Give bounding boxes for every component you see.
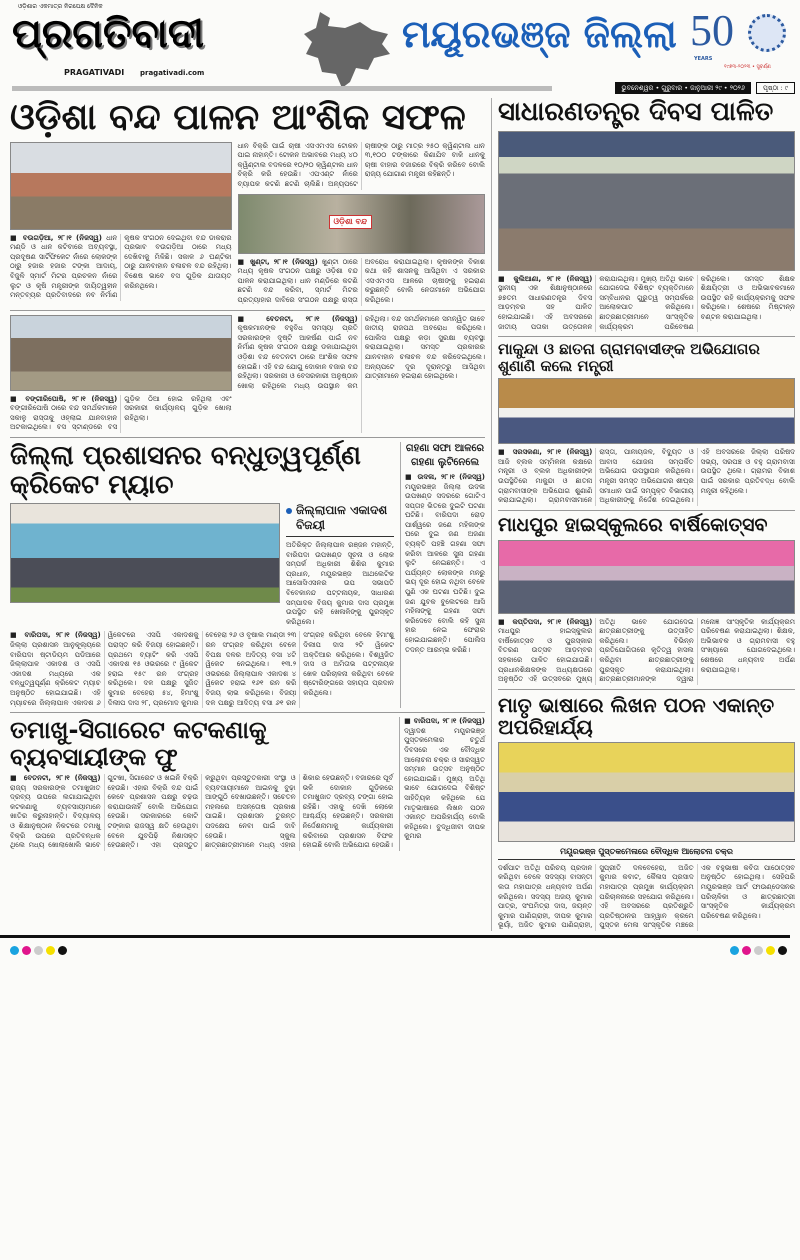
date-line: ଭୁବନେଶ୍ୱର • ଗୁରୁବାର • ଜାନୁଆରୀ ୨୯ • ୨୦୨୬ <box>615 82 751 94</box>
registration-marks-left <box>10 940 70 959</box>
box-title: ଜିଲ୍ଲାପାଳ ଏକାଦଶ ବିଜୟୀ <box>296 503 388 533</box>
photo-protest-banner <box>238 194 485 254</box>
body-text: ମୟୂରଭଞ୍ଜ ଜିଲ୍ଲା ଉଦଳା ଉପଖଣ୍ଡ ସଦରରେ ଗୋଟିଏ ସପ୍ତାହ ଭିତରେ ଦୁଇଟି ଘଟଣା ଘଟିଛି। ବାରିପଦା ରୋଡ଼ ପାର୍ଶ୍ୱରେ ଜଣେ ମହିଳାଙ୍କ ଘରେ ଦୁଇ ଜଣ ଅଜଣା ବ୍ୟକ୍ତି ପହଞ୍ଚି ଗହଣା ସଫା କରିବା ଆଳରେ ସୁନା ଗହଣା ଲୁଟି ନେଇଛନ୍ତି। ଏ ପର୍ଯ୍ୟନ୍ତ ଲୋକଙ୍କ ମନରୁ ଭୟ ଦୂର ହୋଇ ନଥିବା ବେଳେ ପୁଣି ଏକ ଘଟଣା ଘଟିଛି। ଦୁଇ ଜଣ ଯୁବକ ବୁଲେଟରେ ଆସି ମହିଳାଙ୍କୁ ଗହଣା ସଫା କରିଦେବେ ବୋଲି କହି ସୁନା ହାର ନେଇ ଫେରାର ହୋଇଯାଇଛନ୍ତି। ପୋଲିସ ତଦନ୍ତ ଆରମ୍ଭ କରିଛି। <box>405 482 485 654</box>
black-dot-icon <box>58 946 67 955</box>
article-body <box>10 234 232 301</box>
dateline: ■ ବାରିପଦା, ୨୮।୧ (ନିଜସ୍ୱ) <box>404 717 485 726</box>
registration-marks-right <box>730 940 790 959</box>
date-bar <box>615 82 795 94</box>
article-body <box>10 631 394 708</box>
dateline: ■ ଖୁଣ୍ଟା, ୨୮।୧ (ନିଜସ୍ୱ) <box>237 257 318 266</box>
section-divider <box>498 336 795 337</box>
body-text: ସ୍ଥାନୀୟ ଏକ ଶିକ୍ଷାନୁଷ୍ଠାନରେ ୭୭ତମ ସାଧାରଣତନ୍ତ୍ର ଦିବସ ଆଡ଼ମ୍ବର ସହ ପାଳିତ ହୋଇଯାଇଛି। ଏହି ଅବସରରେ ଜାତୀୟ ପତାକା ଉତ୍ତୋଳନ କରାଯାଇଥିଲା। ମୁଖ୍ୟ ଅତିଥି ଭାବେ ଯୋଗଦେଇ ବିଶିଷ୍ଟ ବ୍ୟକ୍ତିମାନେ ସମ୍ବିଧାନର ଗୁରୁତ୍ୱ ସମ୍ପର୍କରେ ଆଲୋକପାତ କରିଥିଲେ। ଛାତ୍ରଛାତ୍ରୀମାନେ ସାଂସ୍କୃତିକ କାର୍ଯ୍ୟକ୍ରମ ପରିବେଷଣ କରିଥିଲେ। ସମସ୍ତ ଶିକ୍ଷକ ଶିକ୍ଷୟିତ୍ରୀ ଓ ଅଭିଭାବକମାନେ ଉପସ୍ଥିତ ରହି କାର୍ଯ୍ୟକ୍ରମକୁ ସଫଳ କରିଥିଲେ। ଶେଷରେ ମିଷ୍ଟାନ୍ନ ବଣ୍ଟନ କରାଯାଇଥିଲା। <box>498 274 795 331</box>
article-body <box>238 142 485 190</box>
dateline: ■ ବଙ୍ଗୀରିପୋଷି, ୨୮।୧ (ନିଜସ୍ୱ) <box>10 394 118 403</box>
headline-bandh: ଓଡ଼ିଶା ବନ୍ଦ ପାଳନ ଆଂଶିକ ସଫଳ <box>10 97 466 138</box>
article-body <box>286 541 394 627</box>
headline-madhapur: ମାଧପୁର ହାଇସ୍କୁଲରେ ବାର୍ଷିକୋତ୍ସବ <box>498 513 768 536</box>
headline-republic-day: ସାଧାରଣତନ୍ତ୍ର ଦିବସ ପାଳିତ <box>498 97 774 127</box>
body-text: ଧାନ ବିକ୍ରି ପାଇଁ ଚାଷୀ ଏସଏମଏସ ଟୋକନ ପାଇ ନାହାନ୍ତି। ଟୋକନ ଅଭାବରେ ମଧ୍ୟ ୪୦ କ୍ୱିଣ୍ଟାଲ ବଦଳରେ ୧୦/୨୦ କ୍ୱିଣ୍ଟାଲ ଧାନ ବିକ୍ରି କରି ହେଉଛି। ଏପଏଣ୍ଟ ନାଁରେ ବ୍ୟାପକ କଟଣି ଛଟଣି ଚାଲିଛି। ଅନ୍ୟପଟେ ଚାଷୀଙ୍କ ଠାରୁ ମାତ୍ର ୨୫୦ କ୍ୱିଣ୍ଟାଲ ଧାନ ୩,୧୦୦ ଟଙ୍କାରେ କିଣାଯିବ ବାକି ଧାନକୁ ଚାଷୀ ବାହାର ବଜାରରେ ବିକ୍ରି କରିବେ ବୋଲି ରାଜ୍ୟ ଯୋଗାଣ ମନ୍ତ୍ରୀ କହିଛନ୍ତି। <box>237 141 485 188</box>
cyan-dot-icon <box>10 946 19 955</box>
body-text: ଦ୍ୱାଦଶ ମୟୂରଭଞ୍ଜ ପୁସ୍ତକମେଳାର ଚତୁର୍ଥ ଦିବସରେ ଏକ ବୌଦ୍ଧିକ ଆଲୋଚନା ଚକ୍ର ଓ ସାରସ୍ୱତ ସମ୍ମାନ ଉତ୍ସବ ଅନୁଷ୍ଠିତ ହୋଇଯାଇଛି। ମୁଖ୍ୟ ଅତିଥି ଭାବେ ଯୋଗଦେଇ ବିଶିଷ୍ଟ ସାହିତ୍ୟିକ କହିଥିଲେ ଯେ ମାତୃଭାଷାରେ ଲିଖନ ପଠନ ଏକାନ୍ତ ଅପରିହାର୍ଯ୍ୟ ବୋଲି କହିଥିଲେ। ବୁଦ୍ଧିଜୀବୀ ଦୀପକ କୁମାର <box>404 726 485 841</box>
article-bandh-2 <box>10 315 485 433</box>
photo-annual-function <box>498 540 795 614</box>
body-text: ମାଧପୁର ହାଇସ୍କୁଲର ବାର୍ଷିକୋତ୍ସବ ଓ ପୁରସ୍କାର ବିତରଣ ଉତ୍ସବ ଆଡ଼ମ୍ବର ସହକାରେ ପାଳିତ ହୋଇଯାଇଛି। ପ୍ରଧାନଶିକ୍ଷକଙ୍କ ଅଧ୍ୟକ୍ଷତାରେ ଅନୁଷ୍ଠିତ ଏହି ଉତ୍ସବରେ ମୁଖ୍ୟ ଅତିଥି ଭାବେ ଯୋଗଦେଇ ଛାତ୍ରଛାତ୍ରୀଙ୍କୁ ଉତ୍ସାହିତ କରିଥିଲେ। ବିଭିନ୍ନ ପ୍ରତିଯୋଗିତାରେ କୃତିତ୍ୱ ହାସଲ କରିଥିବା ଛାତ୍ରଛାତ୍ରୀଙ୍କୁ ପୁରସ୍କୃତ କରାଯାଇଥିଲା। ଛାତ୍ରଛାତ୍ରୀମାନଙ୍କ ଦ୍ୱାରା ମନୋଜ୍ଞ ସାଂସ୍କୃତିକ କାର୍ଯ୍ୟକ୍ରମ ପରିବେଷଣ କରାଯାଇଥିଲା। ଶିକ୍ଷକ, ଅଭିଭାବକ ଓ ଗ୍ରାମବାସୀ ବହୁ ସଂଖ୍ୟାରେ ଯୋଗଦେଇଥିଲେ। ଶେଷରେ ଧନ୍ୟବାଦ ଅର୍ପଣ କରାଯାଇଥିଲା। <box>498 617 795 684</box>
dateline: ■ ବେତନଟୀ, ୨୮।୧ (ନିଜସ୍ୱ) <box>10 773 101 782</box>
body-text: ଖୁଣ୍ଟା ଠାରେ ମଧ୍ୟ କୃଷକ ସଂଗଠନ ପକ୍ଷରୁ ଓଡ଼ିଶା ବନ୍ଦ ପାଳନ କରାଯାଇଥିଲା। ଧାନ ମଣ୍ଡିରେ କଟଣି ଛଟଣି ବନ୍ଦ କରିବା, ସ୍ମାର୍ଟ ମିଟର ପ୍ରତ୍ୟାହାର ଦାବିରେ ସଂଗଠନ ପକ୍ଷରୁ ରାସ୍ତା ଅବରୋଧ କରାଯାଇଥିଲା। କୃଷକଙ୍କ ବିକାଶ କଥା କହି ଶାସନକୁ ଆସିଥିବା ଏ ସରକାର ଏସଏମଏସ ଆଳରେ ଚାଷୀଙ୍କୁ ହଇରାଣ କରୁଛନ୍ତି ବୋଲି ନେତାମାନେ ଅଭିଯୋଗ କରିଥିଲେ। <box>237 257 485 304</box>
article-tobacco <box>10 717 393 851</box>
bullet-icon <box>286 508 292 514</box>
masthead <box>0 0 800 96</box>
headline-makunda: ମାକୁନ୍ଦା ଓ ଛାତନା ଗ୍ରାମବାସୀଙ୍କ ଅଭିଯୋଗର ଶୁଣାଣି କଲେ ମନ୍ତ୍ରୀ <box>498 340 760 375</box>
page-body <box>0 96 800 931</box>
anniversary-caption: ୧୯୭୩-୨୦୨୩ • ସୁବର୍ଣ୍ଣ <box>724 64 771 70</box>
article-republic-day <box>498 98 795 332</box>
photo-road-blockade <box>10 315 232 391</box>
body-text: ବଙ୍ଗୀରିପୋଷି ଠାରେ ବନ୍ଦ ସମର୍ଥକମାନେ ସକାଳୁ ରାସ୍ତାକୁ ଓହ୍ଲାଇ ଯାନବାହାନ ଅଟକାଇଥିଲେ। ବସ ସ୍ଟାଣ୍ଡରେ ବସ ଗୁଡ଼ିକ ଠିଆ ହୋଇ ରହିଥିଲା ଏବଂ ସରକାରୀ କାର୍ଯ୍ୟାଳୟ ଗୁଡ଼ିକ ଖୋଲା ରହିଥିଲା। <box>10 394 232 432</box>
article-body <box>10 774 393 851</box>
photo-book-fair-stage <box>498 742 795 842</box>
article-body <box>399 717 485 851</box>
seal-icon <box>748 14 786 52</box>
black-dot-icon <box>778 946 787 955</box>
right-column <box>492 98 795 931</box>
article-body <box>10 395 232 433</box>
headline-cricket: ଜିଲ୍ଲା ପ୍ରଶାସନର ବନ୍ଧୁତ୍ୱପୂର୍ଣ୍ଣ କ୍ରିକେଟ ମ୍ୟାଚ <box>10 440 361 500</box>
article-mother-tongue <box>498 694 795 931</box>
dateline: ■ ସରସକଣା, ୨୮।୧ (ନିଜସ୍ୱ) <box>498 448 593 457</box>
article-cricket <box>10 442 394 708</box>
article-body <box>498 448 795 506</box>
body-text: ୧୩.୨ ଓଭରରେ ଜିଲ୍ଲାପାଳ ଏକାଦଶ ୪ ୱିକେଟ ହରାଇ ୧୬୧ ରନ କରି ବିଜୟ ଲାଭ କରିଥିଲେ। ବିଜୟୀ ଦଳ ପକ୍ଷରୁ ଆଦିତ୍ୟ ବସା ୬୧ ରନ ସଂଗ୍ରହ କରିଥିବା ବେଳେ ହିମାଂଶୁ ଦିଲୀପ ଦାସ ୨ଟି ୱିକେଟ ଅକ୍ତିଆର କରିଥିଲେ। ବିଶ୍ୱଜିତ ଦାସ ଓ ଅମିତାଭ ପଟ୍ଟନାୟକ ଖେଳ ପରିଚାଳନା କରିଥିବା ବେଳେ ଷ୍ଟୋରିଙ୍ଗରେ ସହାୟତା ପ୍ରଦାନ କରିଥିଲେ। <box>205 631 394 707</box>
section-divider <box>10 437 485 438</box>
logo-english: PRAGATIVADI <box>64 68 125 77</box>
dateline: ■ ବାରିପଦା, ୨୮।୧ (ନିଜସ୍ୱ) <box>10 631 101 640</box>
body-text: ଆଜି ବ୍ଲକ ସମ୍ମିଳନୀ କକ୍ଷରେ ମନ୍ତ୍ରୀ ଓ ବ୍ଲକ ଅଧିକାରୀଙ୍କ ଉପସ୍ଥିତିରେ ମାକୁନ୍ଦା ଓ ଛାତନା ଗ୍ରାମବାସୀଙ୍କ ଅଭିଯୋଗ ଶୁଣାଣି କରାଯାଇଥିଲା। ଗ୍ରାମବାସୀମାନେ ରାସ୍ତା, ପାନୀୟଜଳ, ବିଦ୍ୟୁତ ଓ ଆବାସ ଯୋଜନା ସମ୍ପର୍କିତ ଅଭିଯୋଗ ଉପସ୍ଥାପନ କରିଥିଲେ। ମନ୍ତ୍ରୀ ସମସ୍ତ ଅଭିଯୋଗର ଶୀଘ୍ର ସମାଧାନ ପାଇଁ ସମ୍ପୃକ୍ତ ବିଭାଗୀୟ ଅଧିକାରୀଙ୍କୁ ନିର୍ଦ୍ଦେଶ ଦେଇଥିଲେ। ଏହି ଅବସରରେ ଜିଲ୍ଲା ପରିଷଦ ସଭ୍ୟ, ସରପଞ୍ଚ ଓ ବହୁ ଗ୍ରାମବାସୀ ଉପସ୍ଥିତ ଥିଲେ। ଗ୍ରାମର ବିକାଶ ପାଇଁ ସରକାର ପ୍ରତିବଦ୍ଧ ବୋଲି ମନ୍ତ୍ରୀ କହିଥିଲେ। <box>498 448 795 505</box>
body-text: କୃଷକମାନଙ୍କ ବହୁବିଧ ସମସ୍ୟା ପ୍ରତି ସରକାରଙ୍କ ଦୃଷ୍ଟି ଆକର୍ଷଣ ପାଇଁ ନବ ନିର୍ମାଣ କୃଷକ ସଂଗଠନ ପକ୍ଷରୁ ଡକାଯାଇଥିବା ଓଡ଼ିଶା ବନ୍ଦ ବେତନଟୀ ଠାରେ ଆଂଶିକ ସଫଳ ହୋଇଛି। ଏହି ବନ୍ଦ ଯୋଗୁ ଦୋକାନ ବଜାର ବନ୍ଦ ରହିଥିଲା। ସରକାରୀ ଓ ବେସରକାରୀ ଅନୁଷ୍ଠାନ ଖୋଲା ରହିଥିଲେ ମଧ୍ୟ ଉପସ୍ଥାନ କମ ରହିଥିଲା। ବନ୍ଦ ସମର୍ଥକମାନେ ସମନ୍ୱିତ ଭାବେ ଜାତୀୟ ରାଜପଥ ଅବରୋଧ କରିଥିଲେ। ପୋଲିସ ପକ୍ଷରୁ କଡ଼ା ସୁରକ୍ଷା ବ୍ୟବସ୍ଥା କରାଯାଇଥିଲା। ସମସ୍ତ ପ୍ରକାରର ଯାନବାହାନ ଚଳାଚଳ ବନ୍ଦ କରିଦେଇଥିଲେ। ଅନ୍ୟପଟେ ଦୂର ଦୂରାନ୍ତରୁ ଆସିଥିବା ଯାତ୍ରୀମାନେ ହଇରାଣ ହୋଇଥିଲେ। <box>237 314 485 390</box>
dateline: ■ ବଉଗଡ଼ିଆ, ୨୮।୧ (ନିଜସ୍ୱ) <box>10 233 102 242</box>
body-text: ଦର୍ଶପାଟ ଅତିଥି ପରିଚୟ ପ୍ରଦାନ କରିଥିବା ବେଳେ ସଦସ୍ୟା ବାସନ୍ତୀ ଲତା ମହାପାତ୍ର ଧନ୍ୟବାଦ ଅର୍ପଣ କରିଥିଲେ। ସଦସ୍ୟ ଅଜୟ କୁମାର ପାତ୍ର, ସଂଘମିତ୍ରା ଦାସ, ଜୟନ୍ତ କୁମାର ପାଣିଗ୍ରାହୀ, ଦୀପକ କୁମାର ଭୂୟାଁ, ଅଜିତ କୁମାର ପାଣିଗ୍ରାହୀ, ସୁପ୍ରୀତି ଦଳବେହେରା, ଅଜିତ କୁମାର କବାଟ, କୈଳାସ ପ୍ରସାଦ ମହାପାତ୍ର ପ୍ରମୁଖ କାର୍ଯ୍ୟକ୍ରମ ପରିଚାଳନାରେ ସହଯୋଗ କରିଥିଲେ। ଏହି ଅବସରରେ ପ୍ରତିଶ୍ରୁତି ପ୍ରତିଷ୍ଠାନର ଆହ୍ୱାନ କ୍ରମେ ପୁସ୍ତକ ମେଳା ସାଂସ୍କୃତିକ ମଞ୍ଚରେ ଏକ ବହୁଭାଷୀ କବିତା ପାଠୋତ୍ସବ ଅନୁଷ୍ଠିତ ହୋଇଥିଲା। ସେହିପରି ମୟୂରଭଞ୍ଜ ଆର୍ଟ ଫାଉଣ୍ଡେସନର ପରିଚାଳିକା ଓ ଛାତ୍ରଛାତ୍ରୀ ସାଂସ୍କୃତିକ କାର୍ଯ୍ୟକ୍ରମ ପରିବେଷଣ କରିଥିଲେ। <box>498 863 795 930</box>
article-makunda <box>498 341 795 506</box>
section-divider <box>498 510 795 511</box>
dateline: ■ କୁଲିଆଣା, ୨୮।୧ (ନିଜସ୍ୱ) <box>498 274 593 283</box>
section-divider <box>10 712 485 713</box>
article-madhapur <box>498 515 795 685</box>
headline-jewel-theft: ଗହଣା ସଫା ଆଳରେ ଗହଣା ଲୁଟିନେଲେ <box>405 442 485 468</box>
district-title: ମୟୂରଭଞ୍ଜ ଜିଲ୍ଲା <box>402 12 677 56</box>
highlight-box <box>286 503 394 537</box>
article-body <box>498 618 795 685</box>
article-body <box>405 473 485 655</box>
article-jewel-theft <box>400 442 485 708</box>
dateline: ■ ଉଦଳା, ୨୮।୧ (ନିଜସ୍ୱ) <box>405 472 485 481</box>
article-body <box>498 864 795 931</box>
newspaper-logo[interactable]: ପ୍ରଗତିବାଦୀ <box>12 11 205 57</box>
yellow-dot-icon <box>46 946 55 955</box>
dateline: ■ ବେତନଟୀ, ୨୮।୧ (ନିଜସ୍ୱ) <box>237 314 358 323</box>
yellow-dot-icon <box>766 946 775 955</box>
page-number: ପୃଷ୍ଠା : ୯ <box>756 82 795 94</box>
body-text: ଜିଲ୍ଲା ପ୍ରଶାସନ ଆନୁକୂଲ୍ୟରେ ବାରିପଦା ଷ୍ଟାଡିୟମ ପଡିଆରେ ଜିଲ୍ଲାପାଳ ଏକାଦଶ ଓ ଏସପି ଏକାଦଶ ମଧ୍ୟରେ ଏକ ବନ୍ଧୁତ୍ୱପୂର୍ଣ୍ଣ କ୍ରିକେଟ ମ୍ୟାଚ ଅନୁଷ୍ଠିତ ହୋଇଯାଇଛି। ଏହି ମ୍ୟାଚରେ ଜିଲ୍ଲାପାଳ ଏକାଦଶ ୬ ୱିକେଟରେ ଏସପି ଏକାଦଶକୁ ପରାସ୍ତ କରି ବିଜୟୀ ହୋଇଛନ୍ତି। ପ୍ରଥମେ ବ୍ୟାଟିଂ କରି ଏସପି ଏକାଦଶ ୧୫ ଓଭରରେ ୯ ୱିକେଟ ହରାଇ ୧୫୯ ରନ ସଂଗ୍ରହ କରିଥିଲେ। ଦଳ ପକ୍ଷରୁ ସୁଜିତ କୁମାର ବେହେରା ୫୪, ହିମାଂଶୁ ଦିଲୀପ ଦାସ ୨୮, ପ୍ରମୋଦ କୁମାର ବେହେରା ୨୬ ଓ ବୃଷାଲ ମାଣ୍ଡୀ ୨୩ ରନ ସଂଗ୍ରହ କରିଥିବା ବେଳେ ବିପକ୍ଷ ଦଳର ଅଦିତ୍ୟ ବସା ୪ଟି ୱିକେଟ ନେଇଥିଲେ। <box>10 631 297 707</box>
photo-republic-day <box>498 131 795 271</box>
dateline: ■ କପ୍ତିପଦା, ୨୮।୧ (ନିଜସ୍ୱ) <box>498 617 593 626</box>
banner-text: ଓଡ଼ିଶା ବନ୍ଦ <box>329 215 373 229</box>
anniversary-number: 50 <box>690 6 734 55</box>
website-link[interactable]: pragativadi.com <box>140 69 205 77</box>
gray-dot-icon <box>34 946 43 955</box>
anniversary-years: YEARS <box>694 56 713 62</box>
photo-cricket-team <box>10 503 280 603</box>
body-text: ରାଜ୍ୟ ସରକାରଙ୍କ ତମାଖୁଜାତ ଦ୍ରବ୍ୟ ଉପରେ ଲଗାଯାଇଥିବା କଟକଣାକୁ ବ୍ୟବସାୟୀମାନେ ଖାତିର କରୁନାହାନ୍ତି। ବିଦ୍ୟାଳୟ ଓ ଶିକ୍ଷାନୁଷ୍ଠାନ ନିକଟରେ ତମାଖୁ ବିକ୍ରି ଉପରେ ପ୍ରତିବନ୍ଧକ ଥିଲେ ମଧ୍ୟ ଖୋଲାଖୋଲି ଭାବେ ଗୁଟଖା, ସିଗାରେଟ ଓ ଖଇନି ବିକ୍ରି ହେଉଛି। ଏହାର ବିକ୍ରି ବନ୍ଦ ପାଇଁ କେବେ ପ୍ରଶାସନ ପକ୍ଷରୁ ଚଢ଼ଉ କରାଯାଉନାହିଁ ବୋଲି ଅଭିଯୋଗ ହେଉଛି। ସରକାରରେ କୋଟି ଟଙ୍କାର ରାଜସ୍ୱ କ୍ଷତି ହେଉଥିବା ବେଳେ ଯୁବପିଢ଼ି ନିଶାସକ୍ତ ହେଉଛନ୍ତି। ଏହା ପ୍ରସ୍ତୁତ କରୁଥିବା ପ୍ରସ୍ତୁତକାରୀ ସଂସ୍ଥା ଓ ବ୍ୟବସାୟୀମାନେ ଆଇନକୁ ବୁଢ଼ା ଆଙ୍ଗୁଠି ଦେଖାଉଛନ୍ତି। ସଚେତନ ମହଲରେ ଅସନ୍ତୋଷ ପ୍ରକାଶ ପାଇଛି। ପ୍ରଶାସନ ତୁରନ୍ତ ପଦକ୍ଷେପ ନେବା ପାଇଁ ଦାବି ହେଉଛି। ସ୍କୁଲ ଛାତ୍ରଛାତ୍ରୀମାନେ ମଧ୍ୟ ଏହାର ଶିକାର ହେଉଛନ୍ତି। ବଜାରରେ ପୂର୍ବ ଭଳି ଦୋକାନ ଗୁଡ଼ିକରେ ତମାଖୁଜାତ ଦ୍ରବ୍ୟ ଟଙ୍ଗା ହୋଇ ରହିଛି। ଏହାକୁ ଦେଖି ଲୋକେ ଆଶ୍ଚର୍ଯ୍ୟ ହେଉଛନ୍ତି। ସରକାରୀ ନିର୍ଦ୍ଦେଶନାମାକୁ କାର୍ଯ୍ୟକାରୀ କରିବାରେ ପ୍ରଶାସନ ବିଫଳ ହୋଇଛି ବୋଲି ଅଭିଯୋଗ ହେଉଛି। <box>10 773 394 850</box>
photo-grievance-meeting <box>498 378 795 444</box>
gray-dot-icon <box>754 946 763 955</box>
masthead-rule <box>12 86 552 91</box>
cyan-dot-icon <box>730 946 739 955</box>
body-text: ଅତିରିକ୍ତ ଜିଲ୍ଲାପାଳ ରଞ୍ଜନ ମହାନ୍ତି, ବାରିପଦା ଉପଖଣ୍ଡ ସୂଚନା ଓ ଲୋକ ସମ୍ପର୍କ ଅଧିକାରୀ ଶିଶିର କୁମାର ପ୍ରଧାନ, ମୟୂରଭଞ୍ଜ ଆଥଲେଟିକ ଆସୋସିଏସନର ଉପ ସଭାପତି ବିବେକାନନ୍ଦ ପଟ୍ଟନାୟକ, ସାଧାରଣ ସମ୍ପାଦକ ବିଜୟ କୁମାର ଦାସ ପ୍ରମୁଖ ଉପସ୍ଥିତ ରହି ଖେଳାଳିଙ୍କୁ ପୁରସ୍କୃତ କରିଥିଲେ। <box>286 541 394 626</box>
tagline: ଓଡ଼ିଶାର ଏକମାତ୍ର ନିରପେକ୍ଷ ଦୈନିକ <box>18 3 103 10</box>
subhead-book-fair: ମୟୂରଭଞ୍ଜ ପୁସ୍ତକମେଳାରେ ବୌଦ୍ଧିକ ଆଲୋଚନା ଚକ୍ର <box>498 846 795 860</box>
footer-marks <box>0 938 800 961</box>
headline-mother-tongue: ମାତୃ ଭାଷାରେ ଲିଖନ ପଠନ ଏକାନ୍ତ ଅପରିହାର୍ଯ୍ୟ <box>498 692 775 739</box>
magenta-dot-icon <box>22 946 31 955</box>
section-divider <box>10 310 485 311</box>
article-body <box>238 315 485 433</box>
mayurbhanj-map-icon <box>300 8 395 90</box>
article-body <box>238 258 485 306</box>
magenta-dot-icon <box>742 946 751 955</box>
anniversary-logo <box>690 6 795 78</box>
section-divider <box>498 689 795 690</box>
article-bandh <box>10 98 485 306</box>
headline-tobacco: ତମାଖୁ-ସିଗାରେଟ କଟକଣାକୁ ବ୍ୟବସାୟୀଙ୍କ ଫୁ <box>10 716 267 771</box>
photo-bus-stand <box>10 142 232 230</box>
article-body <box>498 275 795 333</box>
body-text: ଧାନ ମଣ୍ଡି ଓ ଧାନ କଟିବାରେ ଅବ୍ୟବସ୍ଥା, ପ୍ରଦୂଷଣ ସାର୍ଟିଫିକେଟ ନାଁରେ ଲୋକଙ୍କ ଠାରୁ ହଜାର ହଜାର ଟଙ୍କା ଆଦାୟ, ବିଜୁଳି ସ୍ମାର୍ଟ ମିଟର ପ୍ରଚଳନ ନାଁରେ ଲୁଟ ଓ କୃଷି ମନ୍ତ୍ରୀଙ୍କ ଦାୟିତ୍ୱହୀନ ମନ୍ତବ୍ୟର ପ୍ରତିବାଦରେ ନବ ନିର୍ମାଣ କୃଷକ ସଂଗଠନ ଦେଇଥିବା ବନ୍ଦ ଡାକରାର ପ୍ରଭାବ ବଉଗଡ଼ିଆ ଠାରେ ମଧ୍ୟ ଦେଖିବାକୁ ମିଳିଛି। ସକାଳ ୬ ଘଣ୍ଟିକା ଠାରୁ ଯାନବାହାନ ଚଳାଚଳ ବନ୍ଦ ରହିଥିଲା। ବିଶେଷ ଭାବେ ବସ ଗୁଡ଼ିକ ଯାତାୟତ କରିନଥିଲେ। <box>10 233 232 300</box>
left-column <box>10 98 492 931</box>
